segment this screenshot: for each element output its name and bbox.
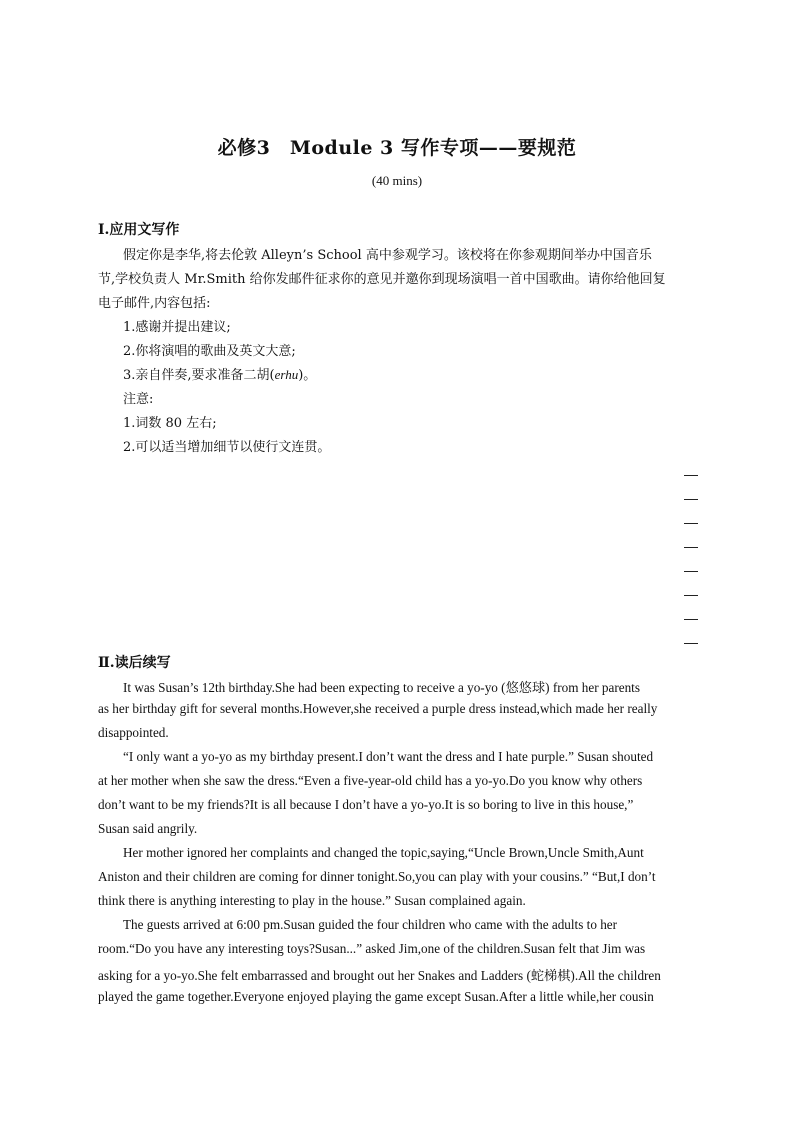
answer-rule bbox=[684, 595, 698, 596]
answer-rule bbox=[684, 571, 698, 572]
s2-line-5: at her mother when she saw the dress.“Even a five-year-old child has a yo-yo.Do you know why others bbox=[98, 773, 643, 788]
answer-rule bbox=[684, 547, 698, 548]
s2-line-9: Aniston and their children are coming for dinner tonight.So,you can play with your cousins.” “But,I don’t bbox=[98, 869, 656, 884]
s1-line-1: 假定你是李华,将去伦敦 Alleyn’s School 高中参观学习。该校将在你参观期间举办中国音乐 bbox=[123, 248, 652, 263]
s2-line-2: as her birthday gift for several months.However,she received a purple dress instead,which made her really bbox=[98, 701, 658, 716]
s1-notice-2: 2.可以适当增加细节以使行文连贯。 bbox=[123, 440, 331, 455]
page-title: 必修3 Module 3 写作专项——要规范 bbox=[217, 137, 577, 159]
s1-line-3: 电子邮件,内容包括: bbox=[98, 296, 211, 311]
answer-rule bbox=[684, 475, 698, 476]
s2-line-4: “I only want a yo-yo as my birthday present.I don’t want the dress and I hate purple.” Susan shouted bbox=[123, 749, 654, 764]
s2-line-6: don’t want to be my friends?It is all because I don’t have a yo-yo.It is so boring to live in this house,” bbox=[98, 797, 634, 812]
s2-line-10: think there is anything interesting to play in the house.” Susan complained again. bbox=[98, 893, 526, 908]
s2-line-14: played the game together.Everyone enjoyed playing the game except Susan.After a little while,her cousin bbox=[98, 989, 654, 1004]
s2-line-11: The guests arrived at 6:00 pm.Susan guided the four children who came with the adults to her bbox=[123, 917, 618, 932]
s1-notice-1: 1.词数 80 左右; bbox=[123, 416, 217, 431]
s1-point-3-tail: )。 bbox=[298, 368, 317, 383]
section-2-heading: Ⅱ.读后续写 bbox=[98, 655, 171, 671]
answer-rule bbox=[684, 523, 698, 524]
erhu-word: erhu bbox=[274, 367, 299, 382]
answer-rule bbox=[684, 619, 698, 620]
s2-line-3: disappointed. bbox=[98, 725, 169, 740]
s1-point-1: 1.感谢并提出建议; bbox=[123, 320, 231, 335]
time-limit: (40 mins) bbox=[371, 173, 423, 188]
s1-point-3 bbox=[123, 364, 316, 383]
section-1-heading: Ⅰ.应用文写作 bbox=[98, 222, 180, 238]
s2-line-12: room.“Do you have any interesting toys?Susan...” asked Jim,one of the children.Susan felt that Jim was bbox=[98, 941, 646, 956]
answer-rule bbox=[684, 643, 698, 644]
answer-rule bbox=[684, 499, 698, 500]
s1-line-2: 节,学校负责人 Mr.Smith 给你发邮件征求你的意见并邀你到现场演唱一首中国歌曲。请你给他回复 bbox=[98, 272, 666, 287]
s1-notice-label: 注意: bbox=[123, 392, 154, 407]
s2-line-13: asking for a yo-yo.She felt embarrassed and brought out her Snakes and Ladders (蛇梯棋).All the children bbox=[98, 968, 661, 983]
s1-point-3-text: 3.亲自伴奏,要求准备二胡( bbox=[123, 368, 275, 383]
s2-line-7: Susan said angrily. bbox=[98, 821, 198, 836]
s1-point-2: 2.你将演唱的歌曲及英文大意; bbox=[123, 344, 296, 359]
s2-line-1: It was Susan’s 12th birthday.She had been expecting to receive a yo-yo (悠悠球) from her parents bbox=[123, 680, 640, 695]
s2-line-8: Her mother ignored her complaints and changed the topic,saying,“Uncle Brown,Uncle Smith,Aunt bbox=[123, 845, 644, 860]
